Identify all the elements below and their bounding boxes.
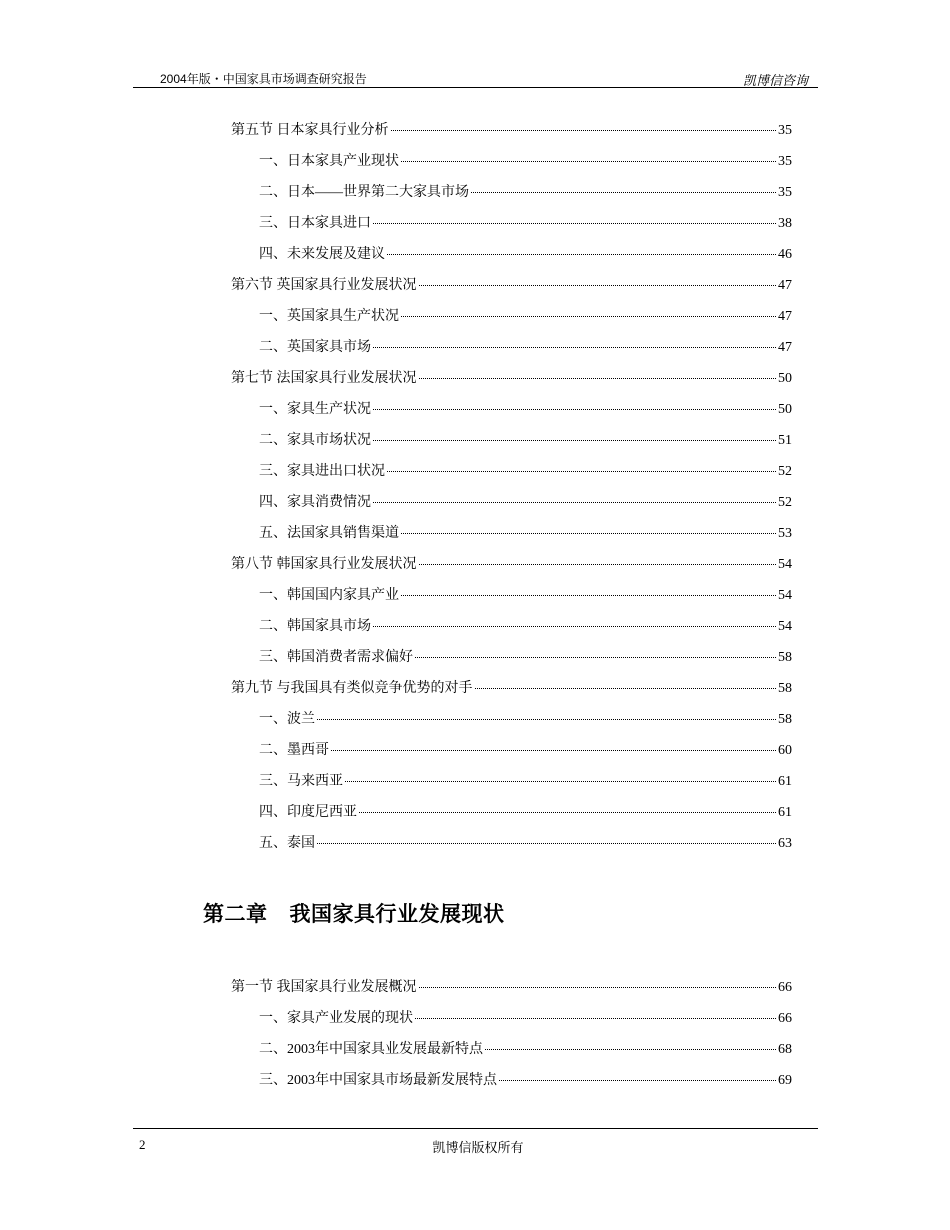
report-title: 2004年版・中国家具市场调查研究报告 (160, 72, 367, 86)
toc-entry-label: 二、墨西哥 (259, 743, 329, 758)
toc-leader-dots (401, 315, 776, 317)
toc-entry-page: 47 (778, 340, 792, 355)
toc-entry-label: 一、日本家具产业现状 (259, 154, 399, 169)
toc-entry-page: 58 (778, 712, 792, 727)
toc-entry-label: 四、印度尼西亚 (259, 805, 357, 820)
toc-entry-label: 三、日本家具进口 (259, 216, 371, 231)
toc-entry-label: 二、韩国家具市场 (259, 619, 371, 634)
toc-leader-dots (331, 749, 776, 751)
toc-entry-page: 66 (778, 980, 792, 995)
toc-leader-dots (419, 986, 777, 988)
toc-leader-dots (401, 594, 776, 596)
toc-entry-label: 三、韩国消费者需求偏好 (259, 650, 413, 665)
toc-entry-label: 第五节 日本家具行业分析 (231, 123, 389, 138)
toc-leader-dots (485, 1048, 776, 1050)
toc-subsection-entry[interactable] (259, 152, 792, 172)
toc-section-entry[interactable] (231, 978, 792, 998)
toc-entry-label: 二、英国家具市场 (259, 340, 371, 355)
toc-entry-page: 52 (778, 495, 792, 510)
toc-subsection-entry[interactable] (259, 183, 792, 203)
toc-leader-dots (419, 563, 777, 565)
toc-entry-label: 二、家具市场状况 (259, 433, 371, 448)
toc-entry-page: 50 (778, 371, 792, 386)
toc-entry-label: 五、泰国 (259, 836, 315, 851)
toc-entry-label: 一、家具生产状况 (259, 402, 371, 417)
toc-subsection-entry[interactable] (259, 524, 792, 544)
toc-subsection-entry[interactable] (259, 617, 792, 637)
toc-entry-page: 54 (778, 557, 792, 572)
toc-entry-page: 50 (778, 402, 792, 417)
toc-entry-label: 第九节 与我国具有类似竞争优势的对手 (231, 681, 473, 696)
toc-subsection-entry[interactable] (259, 338, 792, 358)
toc-entry-page: 35 (778, 185, 792, 200)
toc-leader-dots (373, 501, 776, 503)
toc-entry-page: 38 (778, 216, 792, 231)
toc-subsection-entry[interactable] (259, 772, 792, 792)
toc-subsection-entry[interactable] (259, 431, 792, 451)
toc-entry-page: 47 (778, 309, 792, 324)
toc-leader-dots (317, 842, 776, 844)
toc-entry-page: 46 (778, 247, 792, 262)
toc-entry-page: 63 (778, 836, 792, 851)
toc-subsection-entry[interactable] (259, 803, 792, 823)
toc-entry-label: 一、家具产业发展的现状 (259, 1011, 413, 1026)
toc-leader-dots (401, 532, 776, 534)
toc-subsection-entry[interactable] (259, 493, 792, 513)
toc-entry-label: 四、未来发展及建议 (259, 247, 385, 262)
toc-leader-dots (419, 377, 777, 379)
toc-entry-label: 第七节 法国家具行业发展状况 (231, 371, 417, 386)
toc-subsection-entry[interactable] (259, 462, 792, 482)
toc-entry-label: 二、2003年中国家具业发展最新特点 (259, 1042, 483, 1057)
toc-leader-dots (391, 129, 777, 131)
toc-entry-page: 61 (778, 805, 792, 820)
toc-subsection-entry[interactable] (259, 834, 792, 854)
toc-leader-dots (471, 191, 776, 193)
toc-leader-dots (415, 1017, 776, 1019)
toc-leader-dots (373, 439, 776, 441)
toc-leader-dots (373, 222, 776, 224)
toc-entry-label: 第六节 英国家具行业发展状况 (231, 278, 417, 293)
toc-entry-label: 一、英国家具生产状况 (259, 309, 399, 324)
toc-entry-page: 60 (778, 743, 792, 758)
toc-entry-page: 47 (778, 278, 792, 293)
toc-entry-page: 54 (778, 588, 792, 603)
toc-leader-dots (387, 253, 776, 255)
page-number: 2 (139, 1137, 146, 1152)
toc-entry-label: 一、波兰 (259, 712, 315, 727)
toc-entry-page: 52 (778, 464, 792, 479)
toc-entry-label: 第八节 韩国家具行业发展状况 (231, 557, 417, 572)
toc-entry-page: 58 (778, 681, 792, 696)
toc-subsection-entry[interactable] (259, 741, 792, 761)
toc-leader-dots (373, 346, 776, 348)
toc-entry-page: 35 (778, 123, 792, 138)
toc-entry-page: 69 (778, 1073, 792, 1088)
toc-entry-label: 三、2003年中国家具市场最新发展特点 (259, 1073, 497, 1088)
toc-entry-page: 54 (778, 619, 792, 634)
toc-entry-label: 第一节 我国家具行业发展概况 (231, 980, 417, 995)
toc-section-entry[interactable] (231, 276, 792, 296)
toc-entry-page: 35 (778, 154, 792, 169)
toc-section-entry[interactable] (231, 555, 792, 575)
toc-entry-label: 四、家具消费情况 (259, 495, 371, 510)
toc-entry-page: 66 (778, 1011, 792, 1026)
toc-leader-dots (373, 408, 776, 410)
toc-entry-label: 五、法国家具销售渠道 (259, 526, 399, 541)
page-footer (133, 1128, 818, 1155)
toc-leader-dots (499, 1079, 776, 1081)
toc-leader-dots (373, 625, 776, 627)
toc-entry-page: 58 (778, 650, 792, 665)
toc-subsection-entry[interactable] (259, 245, 792, 265)
toc-subsection-entry[interactable] (259, 1071, 792, 1091)
toc-leader-dots (419, 284, 777, 286)
toc-entry-label: 二、日本——世界第二大家具市场 (259, 185, 469, 200)
toc-leader-dots (359, 811, 776, 813)
toc-section-entry[interactable] (231, 121, 792, 141)
toc-entry-page: 53 (778, 526, 792, 541)
toc-entry-page: 51 (778, 433, 792, 448)
toc-entry-label: 一、韩国国内家具产业 (259, 588, 399, 603)
toc-subsection-entry[interactable] (259, 214, 792, 234)
toc-entry-page: 61 (778, 774, 792, 789)
toc-leader-dots (415, 656, 776, 658)
toc-subsection-entry[interactable] (259, 648, 792, 668)
toc-subsection-entry[interactable] (259, 710, 792, 730)
toc-subsection-entry[interactable] (259, 400, 792, 420)
toc-subsection-entry[interactable] (259, 586, 792, 606)
page-header (133, 70, 818, 88)
toc-leader-dots (475, 687, 777, 689)
toc-section-entry[interactable] (231, 679, 792, 699)
toc-entry-label: 三、马来西亚 (259, 774, 343, 789)
company-name: 凯博信咨询 (742, 73, 808, 88)
toc-leader-dots (387, 470, 776, 472)
toc-leader-dots (345, 780, 776, 782)
toc-leader-dots (317, 718, 776, 720)
toc-subsection-entry[interactable] (259, 1009, 792, 1029)
toc-subsection-entry[interactable] (259, 307, 792, 327)
toc-entry-label: 三、家具进出口状况 (259, 464, 385, 479)
toc-leader-dots (401, 160, 776, 162)
chapter-title: 我国家具行业发展现状 (289, 902, 505, 926)
chapter-number: 第二章 (203, 902, 268, 926)
toc-section-entry[interactable] (231, 369, 792, 389)
toc-entry-page: 68 (778, 1042, 792, 1057)
toc-subsection-entry[interactable] (259, 1040, 792, 1060)
copyright-notice: 凯博信版权所有 (432, 1140, 524, 1155)
chapter-heading (203, 898, 505, 928)
